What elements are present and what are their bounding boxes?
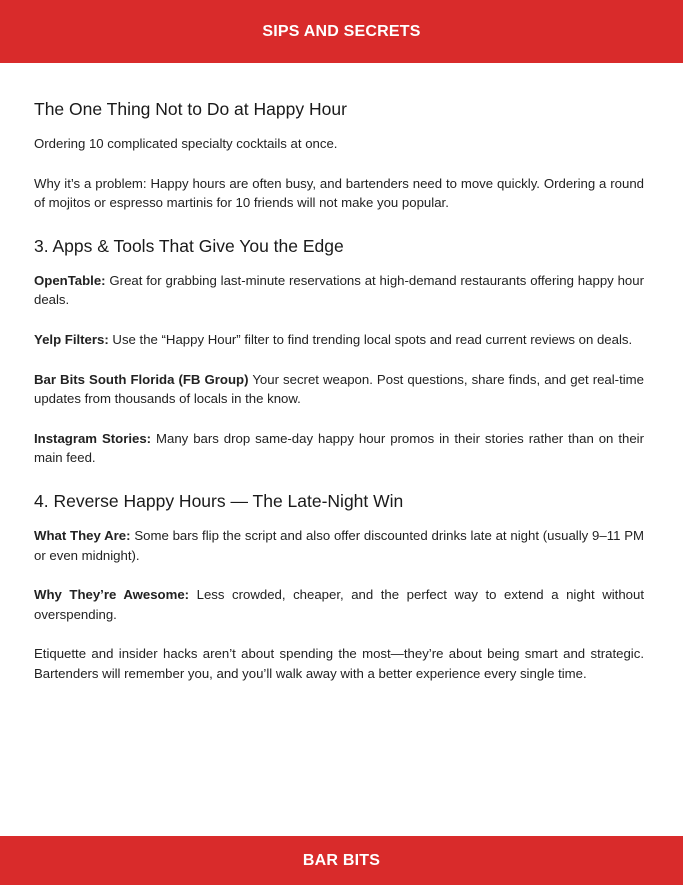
tool-item-yelp xyxy=(34,330,644,350)
section-heading-reverse-happy-hours: 4. Reverse Happy Hours — The Late-Night Win xyxy=(34,490,404,511)
paragraph: Ordering 10 complicated specialty cocktails at once. xyxy=(34,136,338,151)
tool-item-instagram xyxy=(34,429,644,468)
item-lead: Yelp Filters: xyxy=(34,331,109,347)
reverse-item-why xyxy=(34,585,644,624)
header-band xyxy=(0,0,683,63)
item-lead: Bar Bits South Florida (FB Group) xyxy=(34,371,249,387)
item-lead: Instagram Stories: xyxy=(34,430,152,446)
item-text: Many bars drop same-day happy hour promos in their stories rather than on their main feed. xyxy=(34,430,644,466)
reverse-item-what xyxy=(34,526,644,565)
tool-item-opentable xyxy=(34,271,644,310)
item-lead: What They Are: xyxy=(34,527,131,543)
item-lead: OpenTable: xyxy=(34,272,106,288)
footer-band xyxy=(0,836,683,885)
item-text: Some bars flip the script and also offer discounted drinks late at night (usually 9–11 PM or even midnight). xyxy=(34,527,644,563)
item-text: Use the “Happy Hour” filter to find trending local spots and read current reviews on deals. xyxy=(108,331,633,347)
article-body xyxy=(34,98,644,684)
tool-item-fb-group xyxy=(34,370,644,409)
section-heading-happy-hour-dont: The One Thing Not to Do at Happy Hour xyxy=(34,99,347,119)
footer-title: BAR BITS xyxy=(302,851,381,869)
item-text: Less crowded, cheaper, and the perfect way to extend a night without overspending. xyxy=(34,587,644,622)
item-text: Your secret weapon. Post questions, share finds, and get real-time updates from thousands of locals in the know. xyxy=(34,371,644,407)
header-title: SIPS AND SECRETS xyxy=(262,22,421,40)
closing-paragraph: Etiquette and insider hacks aren’t about spending the most—they’re about being smart and strategic. Bartenders will remember you, and you’ll walk away with a better experience every single time. xyxy=(34,646,644,681)
section-heading-apps-tools: 3. Apps & Tools That Give You the Edge xyxy=(34,235,344,256)
paragraph: Why it’s a problem: Happy hours are often busy, and bartenders need to move quickly. Ordering a round of mojitos or espresso martinis for 10 friends will not make you popular. xyxy=(34,175,644,211)
item-lead: Why They’re Awesome: xyxy=(34,587,190,603)
item-text: Great for grabbing last-minute reservations at high-demand restaurants offering happy hour deals. xyxy=(34,272,644,308)
